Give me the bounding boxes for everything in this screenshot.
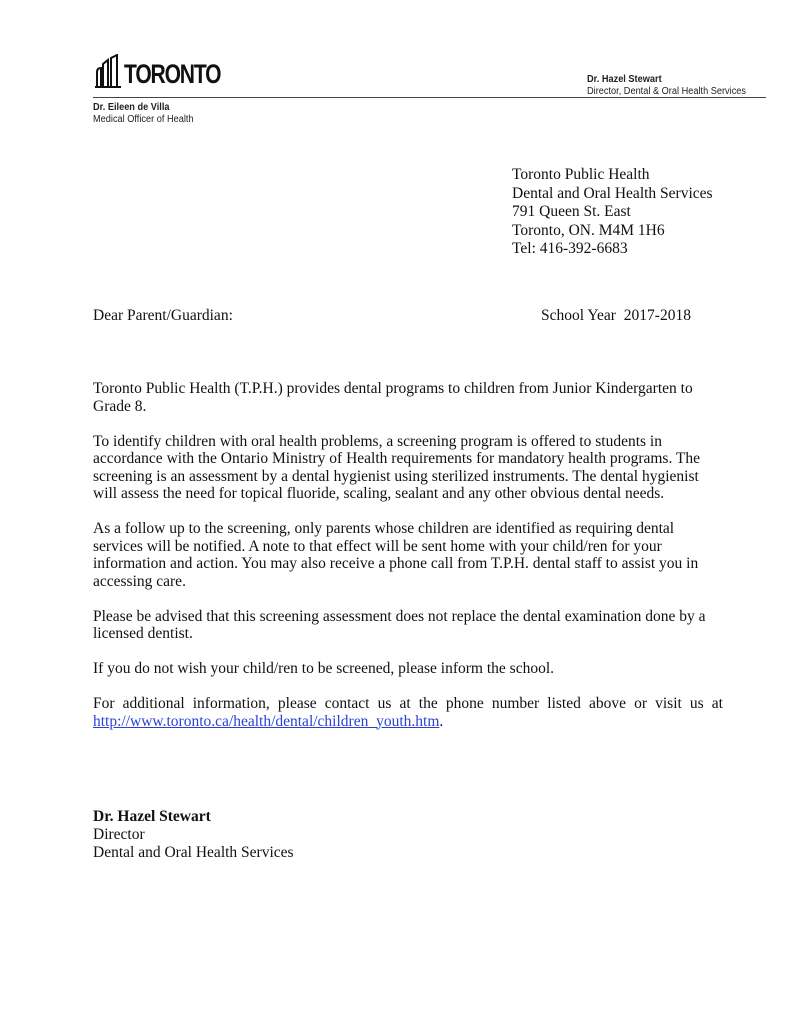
logo-wordmark: TORONTO [124, 59, 221, 89]
link-suffix: . [439, 712, 444, 730]
letter-body [93, 380, 723, 748]
school-year [541, 307, 691, 325]
address-line: 791 Queen St. East [512, 203, 631, 220]
body-paragraph: Toronto Public Health (T.P.H.) provides dental programs to children from Junior Kindergarten to Grade 8. [93, 380, 693, 415]
address-phone: Tel: 416-392-6683 [512, 240, 628, 257]
director-title: Director, Dental & Oral Health Services [587, 86, 747, 97]
moh-name: Dr. Eileen de Villa [93, 102, 170, 113]
dental-info-link[interactable]: http://www.toronto.ca/health/dental/children_youth.htm [93, 712, 440, 730]
return-address [512, 166, 713, 259]
city-hall-icon [95, 54, 121, 88]
address-line: Toronto Public Health [512, 166, 650, 183]
address-line: Toronto, ON. M4M 1H6 [512, 221, 665, 239]
body-paragraph: To identify children with oral health problems, a screening program is offered to students in accordance with the Ontario Ministry of Health requirements for mandatory health programs. The screening is an assessment by a dental hygienist using sterilized instruments. The dental hygienist will assess the need for topical fluoride, scaling, sealant and any other obvious dental needs. [93, 432, 701, 502]
body-paragraph: Please be advised that this screening assessment does not replace the dental examination done by a licensed dentist. [93, 607, 706, 642]
moh-header [93, 102, 194, 126]
salutation: Dear Parent/Guardian: [93, 307, 233, 324]
signature-block [93, 808, 294, 862]
signature-department: Dental and Oral Health Services [93, 844, 294, 861]
toronto-logo [95, 52, 248, 88]
header-divider [93, 97, 766, 98]
signature-name: Dr. Hazel Stewart [93, 808, 211, 825]
director-name: Dr. Hazel Stewart [587, 74, 662, 85]
moh-title: Medical Officer of Health [93, 114, 194, 125]
body-paragraph: If you do not wish your child/ren to be screened, please inform the school. [93, 660, 555, 677]
school-year-label: School Year [541, 307, 616, 324]
signature-title: Director [93, 826, 145, 843]
address-line: Dental and Oral Health Services [512, 184, 713, 202]
body-paragraph: As a follow up to the screening, only parents whose children are identified as requiring dental services will be notified. A note to that effect will be sent home with your child/ren for your information and action. You may also receive a phone call from T.P.H. dental staff to assist you in accessing care. [93, 520, 699, 590]
contact-text: For additional information, please contact us at the phone number listed above or visit us at [93, 695, 723, 712]
director-header [587, 74, 746, 98]
school-year-value: 2017-2018 [623, 307, 691, 324]
contact-paragraph [93, 695, 723, 730]
